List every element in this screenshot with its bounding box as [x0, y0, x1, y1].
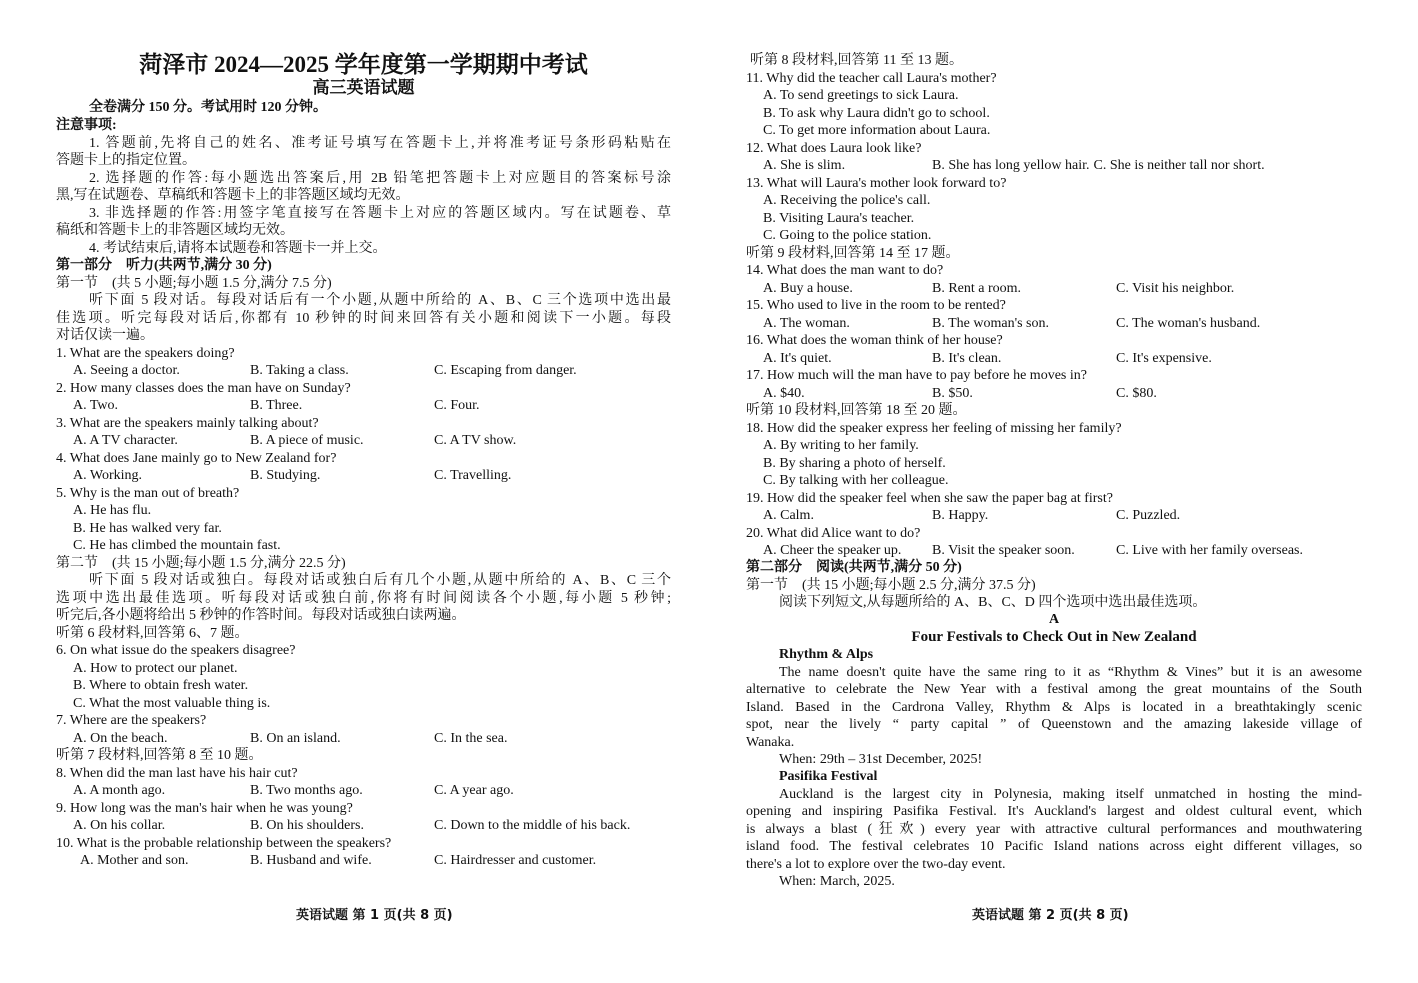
festival-2-text: opening and inspiring Pasifika Festival. It's Auckland's largest and oldest cultural event, which	[746, 804, 1362, 819]
section2-instructions: 选项中选出最佳选项。听每段对话或独白前,你将有时间阅读各个小题,每小题 5 秒钟;	[56, 591, 671, 606]
option-a: A. Two.	[73, 398, 119, 413]
note-line: 4. 考试结束后,请将本试题卷和答题卡一并上交。	[89, 241, 387, 256]
question-17: 17. How much will the man have to pay before he moves in?	[746, 368, 1087, 383]
question-15-options	[746, 315, 1362, 333]
question-16: 16. What does the woman think of her house?	[746, 333, 1003, 348]
question-10-options	[56, 852, 671, 870]
option-a: A. Mother and son.	[80, 853, 189, 868]
section1-instructions: 听下面 5 段对话。每段对话后有一个小题,从题中所给的 A、B、C 三个选项中选出最	[89, 293, 671, 308]
option-c: C. He has climbed the mountain fast.	[73, 538, 281, 553]
question-9: 9. How long was the man's hair when he was young?	[56, 801, 353, 816]
exam-title: 菏泽市 2024—2025 学年度第一学期期中考试	[139, 52, 588, 77]
option-c: C. A year ago.	[434, 783, 514, 798]
question-2: 2. How many classes does the man have on Sunday?	[56, 381, 351, 396]
option-b: B. On an island.	[250, 731, 341, 746]
option-c: C. To get more information about Laura.	[763, 123, 991, 138]
section1-instructions: 对话仅读一遍。	[56, 328, 154, 343]
option-b: B. Visiting Laura's teacher.	[763, 211, 915, 226]
festival-2-text: there's a lot to explore over the two-day event.	[746, 857, 1006, 872]
note-line: 答题卡上的指定位置。	[56, 153, 196, 168]
option-a: A. Seeing a doctor.	[73, 363, 180, 378]
option-c: C. Visit his neighbor.	[1116, 281, 1235, 296]
question-3-options	[56, 432, 671, 450]
option-a: A. How to protect our planet.	[73, 661, 238, 676]
option-a: A. Receiving the police's call.	[763, 193, 931, 208]
material-10-heading: 听第 10 段材料,回答第 18 至 20 题。	[746, 403, 967, 418]
festival-1-text: Wanaka.	[746, 735, 795, 750]
question-14: 14. What does the man want to do?	[746, 263, 944, 278]
festival-1-text: Island. Based in the Cardrona Valley, Rhythm & Alps is located in a breathtakingly scenic	[746, 700, 1362, 715]
question-17-options	[746, 385, 1362, 403]
question-14-options	[746, 280, 1362, 298]
option-a: A. It's quiet.	[763, 351, 832, 366]
option-c: C. By talking with her colleague.	[763, 473, 949, 488]
option-a: A. On the beach.	[73, 731, 168, 746]
option-b: B. $50.	[932, 386, 973, 401]
option-c: C. Live with her family overseas.	[1116, 543, 1304, 558]
option-a: A. Cheer the speaker up.	[763, 543, 902, 558]
exam-meta: 全卷满分 150 分。考试用时 120 分钟。	[89, 100, 327, 115]
option-a: A. Working.	[73, 468, 143, 483]
note-line: 稿纸和答题卡上的非答题区域均无效。	[56, 223, 294, 238]
section1-heading: 第一节 (共 5 小题;每小题 1.5 分,满分 7.5 分)	[56, 276, 332, 291]
passage-title: Four Festivals to Check Out in New Zealand	[911, 629, 1197, 645]
material-9-heading: 听第 9 段材料,回答第 14 至 17 题。	[746, 246, 960, 261]
material-6-heading: 听第 6 段材料,回答第 6、7 题。	[56, 626, 249, 641]
question-20: 20. What did Alice want to do?	[746, 526, 921, 541]
section1-instructions: 佳选项。听完每段对话后,你都有 10 秒钟的时间来回答有关小题和阅读下一小题。每段	[56, 311, 671, 326]
option-a: A. The woman.	[763, 316, 850, 331]
option-b: B. Husband and wife.	[250, 853, 372, 868]
question-12: 12. What does Laura look like?	[746, 141, 922, 156]
question-20-options	[746, 542, 1362, 560]
option-a: A. He has flu.	[73, 503, 152, 518]
option-b: B. The woman's son.	[932, 316, 1049, 331]
material-7-heading: 听第 7 段材料,回答第 8 至 10 题。	[56, 748, 263, 763]
question-1: 1. What are the speakers doing?	[56, 346, 235, 361]
option-b: B. Rent a room.	[932, 281, 1022, 296]
option-a: A. To send greetings to sick Laura.	[763, 88, 959, 103]
question-12-options	[746, 157, 1362, 175]
option-b: B. Visit the speaker soon.	[932, 543, 1075, 558]
option-c: C. She is neither tall nor short.	[1093, 158, 1265, 173]
option-b: B. Where to obtain fresh water.	[73, 678, 249, 693]
option-c: C. Hairdresser and customer.	[434, 853, 597, 868]
option-c: C. Travelling.	[434, 468, 512, 483]
reading-section1-heading: 第一节 (共 15 小题;每小题 2.5 分,满分 37.5 分)	[746, 578, 1036, 593]
option-a: A. A TV character.	[73, 433, 178, 448]
option-a: A. Buy a house.	[763, 281, 853, 296]
festival-2-when: When: March, 2025.	[779, 874, 895, 889]
question-1-options	[56, 362, 671, 380]
festival-1-when: When: 29th – 31st December, 2025!	[779, 752, 983, 767]
section2-instructions: 听下面 5 段对话或独白。每段对话或独白后有几个小题,从题中所给的 A、B、C 三个	[89, 573, 671, 588]
festival-2-text: Auckland is the largest city in Polynesia, making itself unmatched in hosting the mind-	[779, 787, 1362, 802]
question-4-options	[56, 467, 671, 485]
question-19: 19. How did the speaker feel when she saw the paper bag at first?	[746, 491, 1113, 506]
question-7: 7. Where are the speakers?	[56, 713, 207, 728]
part1-heading: 第一部分 听力(共两节,满分 30 分)	[56, 258, 272, 273]
question-11: 11. Why did the teacher call Laura's mother?	[746, 71, 997, 86]
question-9-options	[56, 817, 671, 835]
option-b: B. A piece of music.	[250, 433, 364, 448]
question-8: 8. When did the man last have his hair cut?	[56, 766, 298, 781]
option-b: B. Happy.	[932, 508, 989, 523]
question-6: 6. On what issue do the speakers disagree?	[56, 643, 296, 658]
option-b: B. It's clean.	[932, 351, 1002, 366]
question-13: 13. What will Laura's mother look forward to?	[746, 176, 1007, 191]
question-8-options	[56, 782, 671, 800]
option-c: C. In the sea.	[434, 731, 508, 746]
part2-heading: 第二部分 阅读(共两节,满分 50 分)	[746, 560, 962, 575]
festival-2-text: is always a blast (狂欢) every year with attractive cultural performances and mouthwatering	[746, 822, 1362, 837]
option-b: B. By sharing a photo of herself.	[763, 456, 946, 471]
festival-1-text: The name doesn't quite have the same ring to it as “Rhythm & Vines” but it is an awesome	[779, 665, 1362, 680]
section2-instructions: 听完后,各小题将给出 5 秒钟的作答时间。每段对话或独白读两遍。	[56, 608, 466, 623]
option-a: A. Calm.	[763, 508, 814, 523]
question-3: 3. What are the speakers mainly talking about?	[56, 416, 319, 431]
option-b: B. Two months ago.	[250, 783, 363, 798]
section2-heading: 第二节 (共 15 小题;每小题 1.5 分,满分 22.5 分)	[56, 556, 346, 571]
option-c: C. A TV show.	[434, 433, 517, 448]
option-b: B. On his shoulders.	[250, 818, 364, 833]
question-16-options	[746, 350, 1362, 368]
festival-2-name: Pasifika Festival	[779, 769, 878, 784]
option-a: A. By writing to her family.	[763, 438, 919, 453]
page-1-footer: 英语试题 第 1 页(共 8 页)	[296, 908, 453, 923]
question-2-options	[56, 397, 671, 415]
question-18: 18. How did the speaker express her feeling of missing her family?	[746, 421, 1122, 436]
option-c: C. $80.	[1116, 386, 1157, 401]
option-c: C. It's expensive.	[1116, 351, 1212, 366]
note-line: 3. 非选择题的作答:用签字笔直接写在答题卡上对应的答题区域内。写在试题卷、草	[89, 206, 671, 221]
option-b: B. Three.	[250, 398, 303, 413]
question-5: 5. Why is the man out of breath?	[56, 486, 240, 501]
option-c: C. What the most valuable thing is.	[73, 696, 271, 711]
question-10: 10. What is the probable relationship between the speakers?	[56, 836, 392, 851]
option-b: B. To ask why Laura didn't go to school.	[763, 106, 990, 121]
page-2-footer: 英语试题 第 2 页(共 8 页)	[972, 908, 1129, 923]
option-c: C. Going to the police station.	[763, 228, 932, 243]
question-15: 15. Who used to live in the room to be rented?	[746, 298, 1006, 313]
option-a: A. A month ago.	[73, 783, 166, 798]
option-a: A. $40.	[763, 386, 805, 401]
option-c: C. Four.	[434, 398, 480, 413]
option-b: B. Taking a class.	[250, 363, 349, 378]
option-a: A. She is slim.	[763, 158, 846, 173]
option-b: B. She has long yellow hair.	[932, 158, 1090, 173]
festival-2-text: island food. The festival celebrates 10 Pacific Island nations across eight different villages, so	[746, 839, 1362, 854]
festival-1-text: spot, near the lively “ party capital ” of Queenstown and the amazing lakeside village of	[746, 717, 1362, 732]
festival-1-text: alternative to celebrate the New Year with a festival among the great mountains of the South	[746, 682, 1362, 697]
passage-letter: A	[1048, 612, 1060, 627]
option-c: C. Escaping from danger.	[434, 363, 577, 378]
note-line: 黑,写在试题卷、草稿纸和答题卡上的非答题区域均无效。	[56, 188, 410, 203]
material-8-heading: 听第 8 段材料,回答第 11 至 13 题。	[750, 53, 963, 68]
question-7-options	[56, 730, 671, 748]
note-line: 2. 选择题的作答:每小题选出答案后,用 2B 铅笔把答题卡上对应题目的答案标号涂	[89, 171, 671, 186]
option-b: B. He has walked very far.	[73, 521, 222, 536]
question-4: 4. What does Jane mainly go to New Zealand for?	[56, 451, 337, 466]
notes-heading: 注意事项:	[56, 118, 117, 133]
option-a: A. On his collar.	[73, 818, 166, 833]
exam-subtitle: 高三英语试题	[312, 78, 415, 97]
option-c: C. Puzzled.	[1116, 508, 1181, 523]
option-c: C. Down to the middle of his back.	[434, 818, 631, 833]
note-line: 1. 答题前,先将自己的姓名、准考证号填写在答题卡上,并将准考证号条形码粘贴在	[89, 136, 671, 151]
option-b: B. Studying.	[250, 468, 321, 483]
question-19-options	[746, 507, 1362, 525]
reading-instructions: 阅读下列短文,从每题所给的 A、B、C、D 四个选项中选出最佳选项。	[779, 595, 1207, 610]
option-c: C. The woman's husband.	[1116, 316, 1261, 331]
festival-1-name: Rhythm & Alps	[779, 647, 874, 662]
